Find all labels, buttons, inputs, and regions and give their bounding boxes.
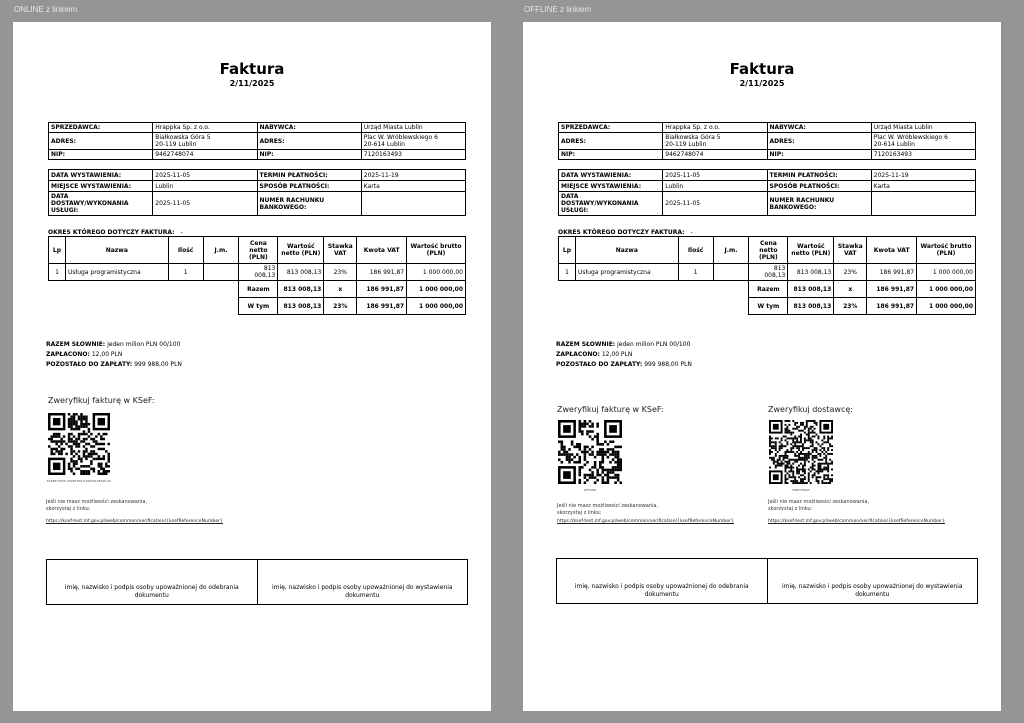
place: Lublin (153, 181, 257, 192)
period-line: OKRES KTÓREGO DOTYCZY FAKTURA: - (48, 229, 183, 236)
delivery-date: 2025-11-05 (663, 192, 767, 216)
col-name: Nazwa (65, 237, 168, 264)
buyer-label: NABYWCA: (257, 123, 361, 133)
buyer-nip: 7120163493 (361, 150, 465, 160)
seller-name: Hrappka Sp. z o.o. (663, 123, 767, 133)
delivery-label: DATA DOSTAWY/WYKONANIA USŁUGI: (559, 192, 663, 216)
total-row: Razem 813 008,13 x 186 991,87 1 000 000,00 (559, 281, 976, 298)
invoice-title: Faktura (729, 60, 795, 78)
seller-address-label: ADRES: (559, 133, 663, 150)
buyer-label: NABYWCA: (767, 123, 871, 133)
col-lp: Lp (559, 237, 576, 264)
scan-note: Jeśli nie masz możliwości zeskanowania, skorzystaj z linku: (46, 499, 148, 512)
panel-label-offline: OFFLINE z linkiem (524, 5, 592, 14)
payment-summary: RAZEM SŁOWNIE: jeden milion PLN 00/100 ZAPŁACONO: 12,00 PLN POZOSTAŁO DO ZAPŁATY: 999 988,00 PLN (556, 341, 692, 368)
payment-summary: RAZEM SŁOWNIE: jeden milion PLN 00/100 ZAPŁACONO: 12,00 PLN POZOSTAŁO DO ZAPŁATY: 999 988,00 PLN (46, 341, 182, 368)
ksef-qr-code-icon (48, 413, 110, 475)
col-vat-amount: Kwota VAT (357, 237, 407, 264)
col-lp: Lp (49, 237, 66, 264)
verify-ksef-title: Zweryfikuj fakturę w KSeF: (48, 396, 155, 405)
seller-label: SPRZEDAWCA: (559, 123, 663, 133)
payment: Karta (361, 181, 465, 192)
seller-nip-label: NIP: (559, 150, 663, 160)
account-label: NUMER RACHUNKU BANKOWEGO: (767, 192, 871, 216)
col-gross: Wartość brutto (PLN) (917, 237, 976, 264)
buyer-name: Urząd Miasta Lublin (871, 123, 975, 133)
col-name: Nazwa (575, 237, 678, 264)
col-net-price: Cena netto (PLN) (749, 237, 788, 264)
place: Lublin (663, 181, 767, 192)
dates-table (48, 169, 466, 216)
scan-note-supplier: Jeśli nie masz możliwości zeskanowania, skorzystaj z linku: (768, 499, 870, 512)
invoice-number: 2/11/2025 (229, 79, 275, 88)
seller-label: SPRZEDAWCA: (49, 123, 153, 133)
col-unit: J.m. (713, 237, 749, 264)
seller-name: Hrappka Sp. z o.o. (153, 123, 257, 133)
col-net-value: Wartość netto (PLN) (788, 237, 834, 264)
buyer-address: Plac W. Wróblewskiego 6 20-614 Lublin (871, 133, 975, 150)
items-table (48, 236, 466, 315)
delivery-label: DATA DOSTAWY/WYKONANIA USŁUGI: (49, 192, 153, 216)
dates-table (558, 169, 976, 216)
col-net-value: Wartość netto (PLN) (278, 237, 324, 264)
col-qty: Ilość (168, 237, 203, 264)
issue-date: 2025-11-05 (153, 170, 257, 181)
verify-ksef-title: Zweryfikuj fakturę w KSeF: (557, 405, 664, 414)
items-table (558, 236, 976, 315)
seller-address-label: ADRES: (49, 133, 153, 150)
due-date-label: TERMIN PŁATNOŚCI: (257, 170, 361, 181)
due-date-label: TERMIN PŁATNOŚCI: (767, 170, 871, 181)
due-date: 2025-11-19 (871, 170, 975, 181)
buyer-address: Plac W. Wróblewskiego 6 20-614 Lublin (361, 133, 465, 150)
parties-table (558, 122, 976, 160)
col-unit: J.m. (203, 237, 239, 264)
of-which-row: W tym 813 008,13 23% 186 991,87 1 000 000,00 (559, 298, 976, 315)
signature-receive: imię, nazwisko i podpis osoby upoważnionej do odebrania dokumentu (574, 583, 749, 598)
ksef-qr-caption: 5265877635-20250705-0100001AF626-3C (46, 479, 112, 483)
issue-date-label: DATA WYSTAWIENIA: (559, 170, 663, 181)
col-vat-amount: Kwota VAT (867, 237, 917, 264)
seller-nip: 9462748074 (153, 150, 257, 160)
place-label: MIEJSCE WYSTAWIENIA: (559, 181, 663, 192)
buyer-nip-label: NIP: (767, 150, 871, 160)
signature-issue: imię, nazwisko i podpis osoby upoważnionej do wystawienia dokumentu (257, 560, 468, 604)
parties-table (48, 122, 466, 160)
table-row: 1 Usługa programistyczna 1 813 008,13 813 008,13 23% 186 991,87 1 000 000,00 (49, 264, 466, 281)
verify-supplier-title: Zweryfikuj dostawcę: (768, 405, 853, 414)
signature-issue: imię, nazwisko i podpis osoby upoważnionej do wystawienia dokumentu (767, 559, 978, 603)
seller-address: Białkowska Góra 5 20-119 Lublin (153, 133, 257, 150)
seller-nip-label: NIP: (49, 150, 153, 160)
signature-box (46, 559, 468, 605)
payment-label: SPOSÓB PŁATNOŚCI: (767, 181, 871, 192)
buyer-address-label: ADRES: (257, 133, 361, 150)
col-vat-rate: Stawka VAT (324, 237, 357, 264)
col-qty: Ilość (678, 237, 713, 264)
signature-receive: imię, nazwisko i podpis osoby upoważnionej do odebrania dokumentu (64, 584, 239, 599)
payment: Karta (871, 181, 975, 192)
invoice-page-online (13, 22, 491, 711)
col-vat-rate: Stawka VAT (834, 237, 867, 264)
supplier-qr-caption: CERTYFIKAT (792, 488, 810, 492)
due-date: 2025-11-19 (361, 170, 465, 181)
buyer-nip: 7120163493 (871, 150, 975, 160)
col-gross: Wartość brutto (PLN) (407, 237, 466, 264)
of-which-row: W tym 813 008,13 23% 186 991,87 1 000 000,00 (49, 298, 466, 315)
place-label: MIEJSCE WYSTAWIENIA: (49, 181, 153, 192)
seller-nip: 9462748074 (663, 150, 767, 160)
buyer-address-label: ADRES: (767, 133, 871, 150)
issue-date: 2025-11-05 (663, 170, 767, 181)
col-net-price: Cena netto (PLN) (239, 237, 278, 264)
account-number (871, 192, 975, 216)
invoice-title: Faktura (219, 60, 285, 78)
verification-link-supplier[interactable]: https://ksef-test.mf.gov.pl/web/common/verification/{ksefReferenceNumber} (768, 519, 945, 524)
account-number (361, 192, 465, 216)
panel-label-online: ONLINE z linkiem (14, 5, 78, 14)
invoice-number: 2/11/2025 (739, 79, 785, 88)
scan-note: Jeśli nie masz możliwości zeskanowania, skorzystaj z linku: (557, 503, 659, 516)
ksef-qr-caption: OFFLINE (583, 488, 597, 492)
table-row: 1 Usługa programistyczna 1 813 008,13 813 008,13 23% 186 991,87 1 000 000,00 (559, 264, 976, 281)
seller-address: Białkowska Góra 5 20-119 Lublin (663, 133, 767, 150)
issue-date-label: DATA WYSTAWIENIA: (49, 170, 153, 181)
buyer-nip-label: NIP: (257, 150, 361, 160)
buyer-name: Urząd Miasta Lublin (361, 123, 465, 133)
total-row: Razem 813 008,13 x 186 991,87 1 000 000,00 (49, 281, 466, 298)
verification-link[interactable]: https://ksef-test.mf.gov.pl/web/common/verification/{ksefReferenceNumber} (557, 519, 734, 524)
account-label: NUMER RACHUNKU BANKOWEGO: (257, 192, 361, 216)
signature-box (556, 558, 978, 604)
ksef-qr-code-icon (558, 420, 622, 484)
invoice-page-offline (523, 22, 1001, 711)
delivery-date: 2025-11-05 (153, 192, 257, 216)
supplier-qr-code-icon (769, 420, 833, 484)
verification-link[interactable]: https://ksef-test.mf.gov.pl/web/common/verification/{ksefReferenceNumber} (46, 519, 223, 524)
payment-label: SPOSÓB PŁATNOŚCI: (257, 181, 361, 192)
period-line: OKRES KTÓREGO DOTYCZY FAKTURA: - (558, 229, 693, 236)
